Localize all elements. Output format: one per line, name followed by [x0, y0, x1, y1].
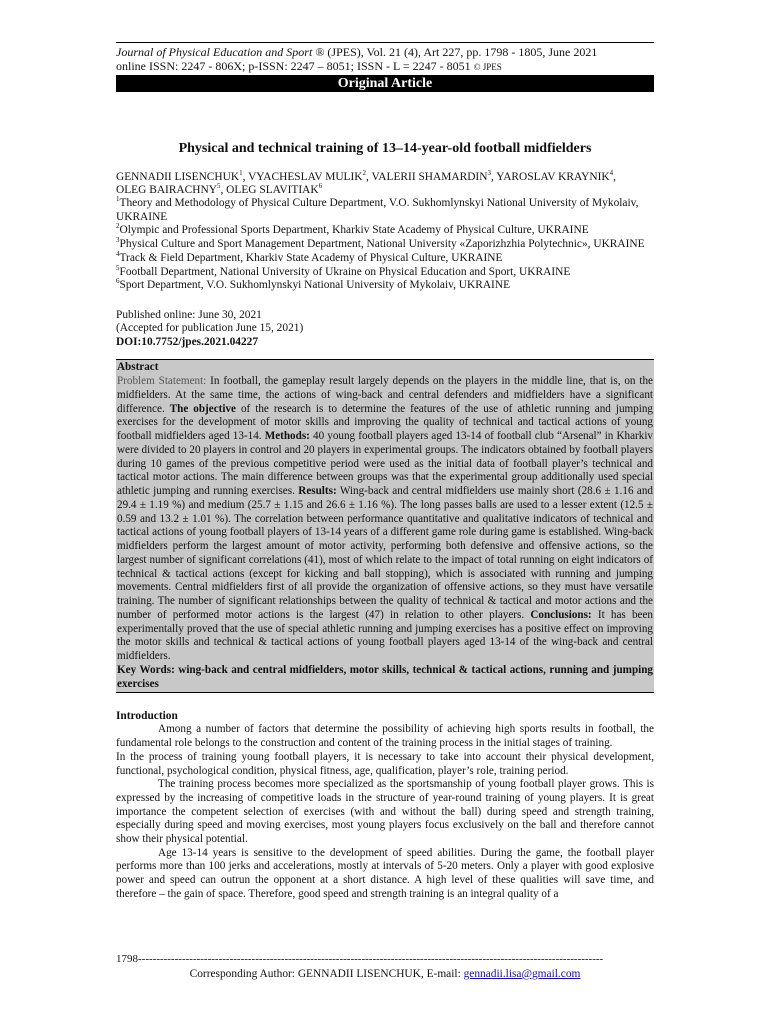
author-list — [116, 171, 654, 197]
introduction-body — [116, 723, 654, 901]
footer-dashes: ------------------------------------------------------------------------------------------------------------------------------- — [138, 953, 604, 965]
author-sep: , — [242, 171, 249, 183]
author-name: OLEG BAIRACHNY — [116, 184, 217, 196]
author-sep: , — [366, 171, 372, 183]
paragraph: Among a number of factors that determine the possibility of achieving high sports results in football, the fundamental role belongs to the construction and content of the training process in the initial stages of training. — [116, 723, 654, 750]
conclusions-text: It has been experimentally proved that the use of special athletic running and jumping exercises has a positive effect on improving the motor skills and technical & tactical actions of young football players aged 13-14 of the wing-back and central midfielders. — [117, 608, 654, 663]
article-page — [116, 42, 654, 902]
issn-text: online ISSN: 2247 - 806X; p-ISSN: 2247 – 8051; ISSN - L = 2247 - 8051 — [116, 59, 471, 73]
objective-text: of the research is to determine the features of the use of athletic running and jumping exercises for the development of motor skills and improving the quality of technical and tactical actions of young football midfielders aged 13-14. — [117, 402, 653, 443]
paragraph: In the process of training young football players, it is necessary to take into account their physical development, functional, psychological condition, physical fitness, age, qualification, player’s role, training period. — [116, 750, 654, 777]
problem-statement-label: Problem Statement: — [117, 375, 207, 388]
author-name: VYACHESLAV MULIK — [248, 171, 363, 183]
issn-line — [116, 59, 654, 74]
corresponding-author — [116, 967, 654, 981]
author-sup: 2 — [362, 169, 367, 178]
affiliation-text: Theory and Methodology of Physical Culture Department, V.O. Sukhomlynskyi National University of Mykolaiv, UKRAINE — [116, 197, 639, 223]
publication-info — [116, 309, 654, 350]
paragraph: The training process becomes more specialized as the sportsmanship of young football player grows. This is expressed by the increasing of competitive loads in the structure of year-round training of young players. It is great importance the competent selection of exercises (with and without the ball) during speed and strength training, especially during speed and moving exercises, most young players focus exclusively on the ball and therefore cannot show their physical potential. — [116, 778, 654, 846]
affiliation — [116, 238, 654, 252]
keywords-text: : wing-back and central midfielders, motor skills, technical & tactical actions, running and jumping exercises — [117, 663, 653, 690]
author-sup: 1 — [239, 169, 243, 178]
affiliation-sup: 2 — [116, 222, 120, 231]
doi-link[interactable]: DOI:10.7752/jpes.2021.04227 — [116, 335, 259, 348]
author-name: GENNADII LISENCHUK — [116, 171, 240, 183]
author-name: YAROSLAV KRAYNIK — [496, 171, 610, 183]
accepted-date: (Accepted for publication June 15, 2021) — [116, 322, 304, 335]
problem-statement-text: In football, the gameplay result largely depends on the players in the middle line, that is, on the midfielders. At the same time, the actions of wing-back and central defenders and midfielders have a significant difference. — [117, 375, 653, 415]
author-sup: 3 — [487, 169, 491, 178]
journal-volume-info: ® (JPES), Vol. 21 (4), Art 227, pp. 1798 - 1805, June 2021 — [315, 45, 598, 59]
affiliation-text: Physical Culture and Sport Management Department, National University «Zaporizhzhia Polytechnic», UKRAINE — [119, 238, 645, 251]
affiliation-list — [116, 197, 654, 293]
affiliation-text: Olympic and Professional Sports Department, Kharkiv State Academy of Physical Culture, UKRAINE — [119, 224, 589, 237]
header-rule — [116, 42, 654, 43]
results-label: Results: — [298, 485, 337, 498]
affiliation-text: Track & Field Department, Kharkiv State Academy of Physical Culture, UKRAINE — [119, 251, 503, 264]
author-sup: 6 — [318, 182, 323, 191]
issn-copyright: © JPES — [473, 62, 502, 72]
affiliation-sup: 5 — [116, 263, 120, 272]
email-link[interactable]: gennadii.lisa@gmail.com — [463, 968, 581, 980]
author-sup: 4 — [609, 169, 614, 178]
corresponding-label: Corresponding Author: GENNADII LISENCHUK, E-mail: — [189, 968, 464, 980]
abstract-heading: Abstract — [117, 361, 159, 374]
journal-name: Journal of Physical Education and Sport — [116, 45, 313, 59]
objective-label: The objective — [169, 402, 236, 415]
abstract-box — [116, 359, 654, 693]
affiliation-sup: 6 — [116, 277, 120, 286]
methods-text: 40 young football players aged 13-14 of football club “Arsenal” in Kharkiv were divided to 20 players in control and 20 players in experimental groups. The indicators obtained by football players during 10 games of the previous competitive period were used as the initial data of football player’s technical and tactical motor actions. The main difference between groups was that the experimental group additionally used special athletic jumping and running exercises. — [117, 430, 653, 498]
affiliation — [116, 252, 654, 266]
author-sep: , — [490, 171, 497, 183]
author-name: OLEG SLAVITIAK — [226, 184, 319, 196]
affiliation-sup: 4 — [116, 250, 120, 259]
methods-label: Methods: — [264, 430, 310, 443]
abstract-text — [117, 375, 653, 664]
results-text: Wing-back and central midfielders use mainly short (28.6 ± 1.16 and 29.4 ± 1.19 %) and medium (25.7 ± 1.15 and 26.6 ± 1.16 %). The long passes balls are used to a lesser extent (12.5 ± 0.59 and 13.2 ± 1.01 %). The correlation between performance quantitative and qualitative indicators of technical and tactical actions of young football players of 13-14 years of a different game role during game is established. Wing-back midfielders perform the largest amount of motor activity, performing both defensive and offensive actions, so the largest number of significant correlations (41), most of which relate to the impact of total running on eight indicators of technical & tactical actions (except for kicking and ball stopping), which is associated with running and jumping movements. Central midfielders first of all provide the organization of offensive actions, so they must have versatile training. The number of significant relationships between the quality of technical & tactical and motor actions and the number of performed motor actions is the largest (47) in relation to other players. — [117, 485, 653, 621]
introduction-heading: Introduction — [116, 710, 178, 723]
keywords — [117, 664, 653, 692]
affiliation — [116, 279, 654, 293]
affiliation-text: Sport Department, V.O. Sukhomlynskyi National University of Mykolaiv, UKRAINE — [119, 279, 511, 292]
conclusions-label: Conclusions: — [530, 608, 592, 621]
journal-citation — [116, 45, 654, 59]
affiliation — [116, 263, 654, 280]
keywords-label: Key Words — [117, 663, 172, 676]
affiliation-sup: 1 — [116, 195, 120, 204]
affiliation-text: Football Department, National University of Ukraine on Physical Education and Sport, UKRAINE — [119, 265, 571, 278]
author-sep: , — [220, 184, 227, 196]
paragraph: Age 13-14 years is sensitive to the development of speed abilities. During the game, the football player performs more than 100 jerks and accelerations, mostly at intervals of 5-20 meters. Only a player with good explosive power and speed can outrun the opponent at a short distance. A high level of these qualities will save time, and therefore – the gain of space. Therefore, good speed and strength training is an integral quality of a — [116, 846, 654, 900]
author-name: VALERII SHAMARDIN — [371, 171, 488, 183]
footer-rule — [116, 953, 654, 966]
article-type-banner: Original Article — [116, 75, 654, 92]
author-sep: , — [613, 171, 616, 183]
author-sup: 5 — [216, 182, 221, 191]
affiliation — [116, 224, 654, 238]
page-number: 1798 — [116, 953, 138, 965]
affiliation — [116, 197, 654, 224]
published-date: Published online: June 30, 2021 — [116, 308, 262, 321]
affiliation-sup: 3 — [116, 236, 120, 245]
article-title: Physical and technical training of 13–14-year-old football midfielders — [178, 141, 592, 156]
